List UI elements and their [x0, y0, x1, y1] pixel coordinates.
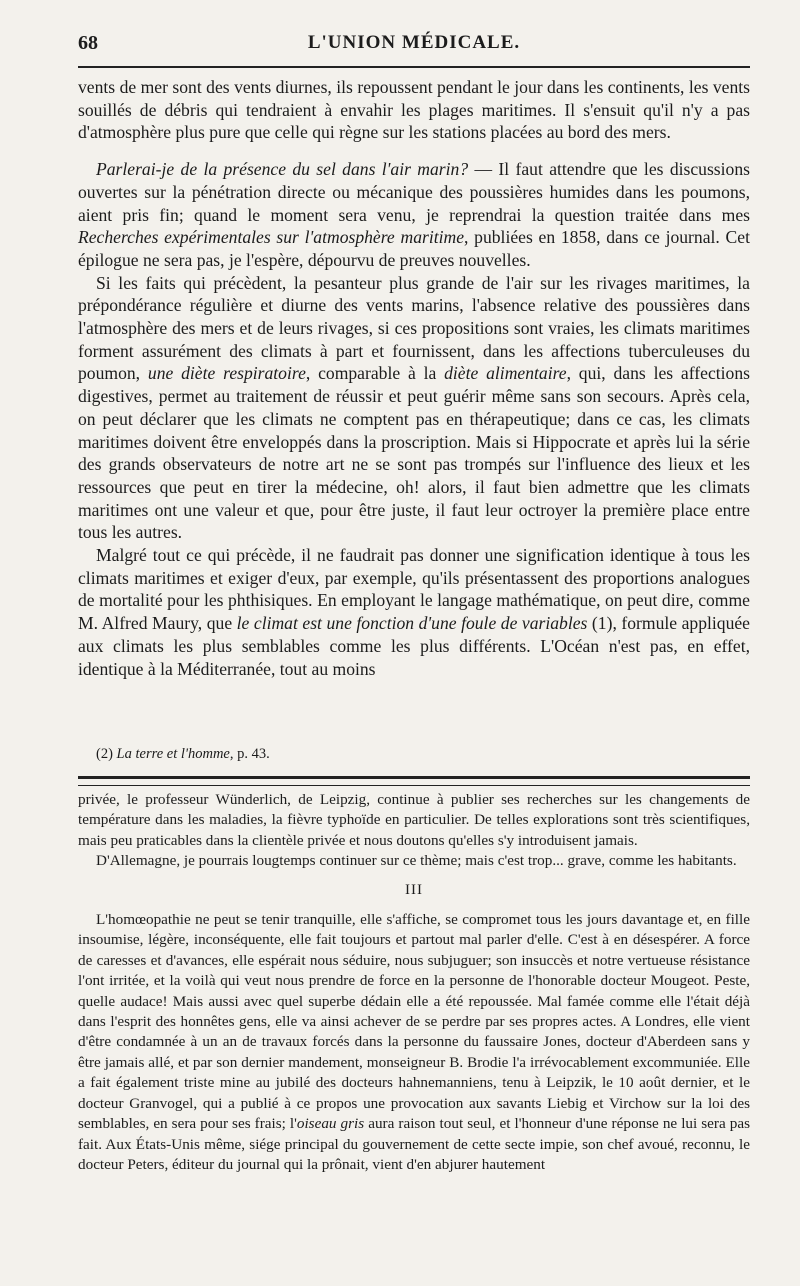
header-rule: [78, 66, 750, 68]
section-numeral: III: [405, 881, 423, 898]
feuilleton-paragraph-2-text: D'Allemagne, je pourrais lougtemps continuer sur ce thème; mais c'est trop... grave, comme les habitants.: [96, 852, 737, 870]
paragraph-1: [78, 76, 750, 144]
footnote-title: La terre et l'homme: [116, 746, 230, 762]
feuilleton-body: [78, 790, 750, 1175]
paragraph-2-question: Parlerai-je de la présence du sel dans l'air marin?: [96, 159, 469, 180]
paragraph-2-cited-title: Recherches expérimentales sur l'atmosphère maritime: [78, 227, 465, 248]
page-header: [78, 28, 750, 62]
feuilleton-paragraph-2: [78, 851, 750, 871]
paragraph-2: [78, 158, 750, 272]
paragraph-4-text-b: (1), formule appliquée aux climats les plus semblables comme les plus différents. L'Océan n'est pas, en effet, identique à la Méditerranée, tout au moins: [78, 613, 750, 679]
paragraph-2-text-a: — Il faut attendre que les discussions ouvertes sur la pénétration directe ou mécanique des poussières humides dans les poumons, aient pris fin; quand le moment sera venu, je reprendrai la question traitée dans mes: [78, 159, 750, 225]
feuilleton-paragraph-3-text-a: L'homœopathie ne peut se tenir tranquille, elle s'affiche, se compromet tous les jours davantage et, en fille insoumise, légère, inconséquente, elle fait toujours et partout mal parler d'elle. C'est à en désespérer. A force de caresses et d'avances, elle espérait nous séduire, nous subjuguer; son insuccès et notre vertueuse résistance l'ont irritée, et la voilà qui veut nous prendre de force en la personne de l'honorable docteur Mougeot. Peste, quelle audace! Mais aussi avec quel superbe dédain elle a été repoussée. Mal famée comme elle l'était déjà dans l'esprit des honnêtes gens, elle va ainsi achever de se perdre par ses propres actes. A Londres, elle vient d'être condamnée à un an de travaux forcés dans la personne du faussaire Jones, docteur d'Aberdeen sans y être jamais allé, et par son dernier mandement, monseigneur B. Brodie l'a irrévocablement excommuniée. Elle a fait également triste mine au jubilé des docteurs hahnemanniens, tenu à Leipzik, le 10 août dernier, et le docteur Granvogel, qui a publié à ce propos une provocation aux savants Liebig et Virchow sur la loi des semblables, en sera pour ses frais; l': [78, 911, 750, 1133]
paragraph-4: [78, 544, 750, 680]
paragraph-3-italic-1: une diète respiratoire: [147, 363, 306, 384]
paragraph-3-text-c: , qui, dans les affections digestives, permet au traitement de réussir et peut guérir même sans son secours. Après cela, on peut déclarer que les climats ne comptent pas en thérapeutique; dans ce cas, les climats maritimes doivent être enveloppés dans la proscription. Mais si Hippocrate et après lui la série des grands observateurs de notre art ne se sont pas trompés sur l'influence des lieux et les ressources que peut en tirer la médecine, oh! alors, il faut bien admettre que les climats maritimes ont une valeur et que, pour être juste, il faut leur octroyer la première place entre tous les autres.: [78, 363, 750, 543]
paragraph-1-text: vents de mer sont des vents diurnes, ils repoussent pendant le jour dans les continents, les vents souillés de débris qui tendraient à envahir les plages maritimes. Il s'ensuit qu'il n'y a pas d'atmosphère plus pure que celle qui règne sur les stations placées au bord des mers.: [78, 77, 750, 143]
page-number: 68: [78, 32, 98, 54]
feuilleton-paragraph-3-text-b: aura raison tout seul, et l'honneur d'une réponse ne lui sera pas fait. Aux États-Unis même, siége principal du gouvernement de cette secte impie, son chef avoué, reconnu, le docteur Peters, éditeur du journal qui la prônait, vient d'en abjurer hautement: [78, 1115, 750, 1173]
feuilleton-paragraph-1: [78, 790, 750, 851]
footnote-marker: (2): [96, 746, 117, 762]
feuilleton-paragraph-3: [78, 910, 750, 1175]
footnote-page: , p. 43.: [229, 746, 270, 762]
feuilleton-separator-rule: [78, 776, 750, 786]
paragraph-3: [78, 272, 750, 544]
paragraph-4-text-a: Malgré tout ce qui précède, il ne faudrait pas donner une signification identique à tous les climats maritimes et exiger d'eux, par exemple, qu'ils présentassent des proportions analogues de mortalité pour les phthisiques. En employant le langage mathématique, on peut dire, comme M. Alfred Maury, que: [78, 545, 750, 634]
footnote: [96, 744, 736, 764]
running-title: L'UNION MÉDICALE.: [307, 32, 521, 53]
paragraph-4-italic: le climat est une fonction d'une foule de variables: [236, 613, 588, 634]
paragraph-3-text-b: , comparable à la: [305, 363, 445, 384]
feuilleton-paragraph-1-text: privée, le professeur Wünderlich, de Leipzig, continue à publier ses recherches sur les changements de température dans les maladies, la fièvre typhoïde en particulier. De telles explorations sont très scientifiques, mais peu praticables dans la clientèle privée et nous doutons qu'elles s'y introduisent jamais.: [78, 791, 750, 849]
main-article-body: [78, 76, 750, 680]
paragraph-3-text-a: Si les faits qui précèdent, la pesanteur plus grande de l'air sur les rivages maritimes, la prépondérance régulière et diurne des vents marins, l'absence relative des poussières dans l'atmosphère des mers et de leurs rivages, si ces propositions sont vraies, les climats maritimes forment assurément des climats à part et fournissent, dans les affections tuberculeuses du poumon,: [78, 272, 750, 384]
paragraph-3-italic-2: diète alimentaire: [444, 363, 567, 384]
feuilleton-paragraph-3-italic: oiseau gris: [296, 1115, 365, 1133]
paragraph-2-text-b: , publiées en 1858, dans ce journal. Cet épilogue ne sera pas, je l'espère, dépourvu de preuves nouvelles.: [78, 227, 750, 270]
